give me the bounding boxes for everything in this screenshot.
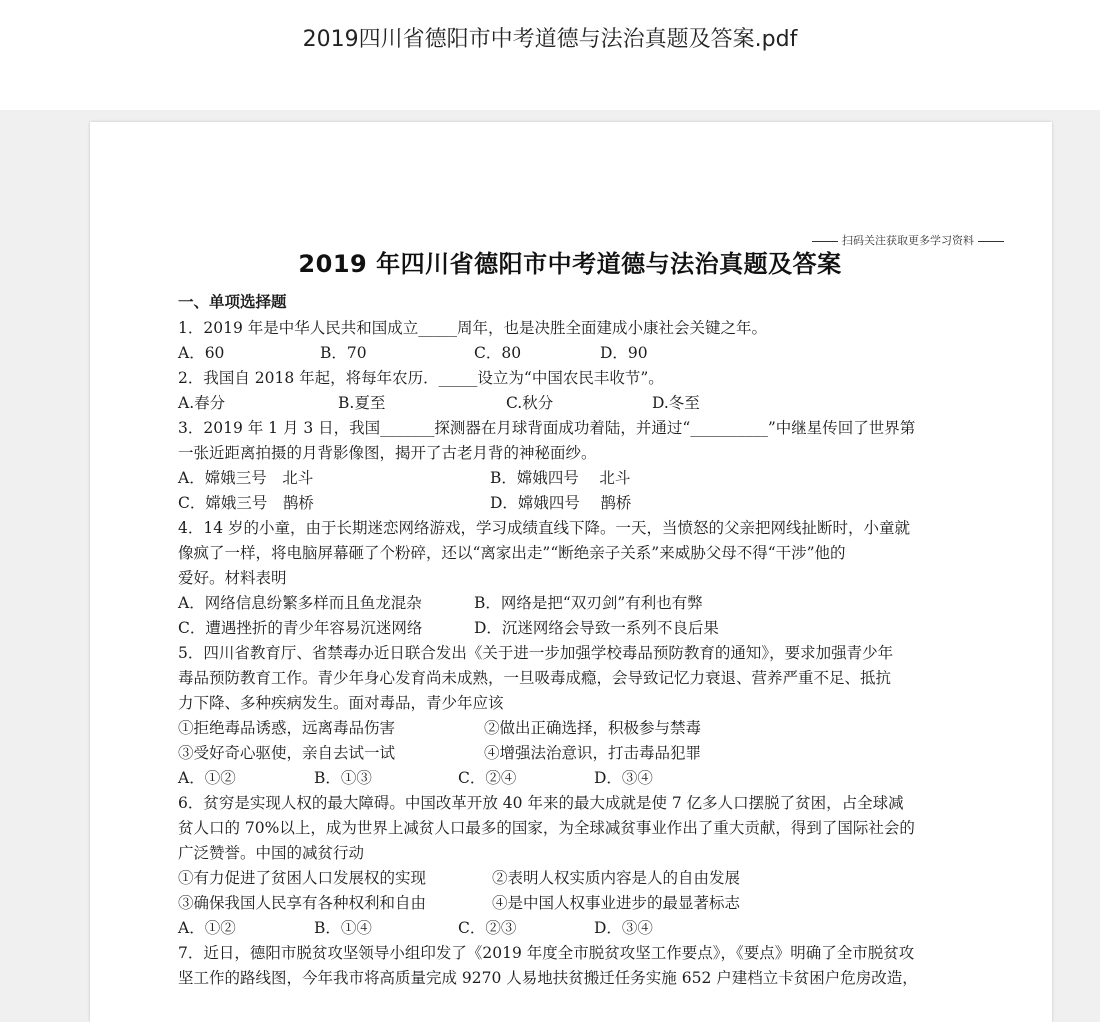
q6-option-c: C．②③ [458, 919, 517, 937]
q4-option-a: A．网络信息纷繁多样而且鱼龙混杂 [178, 594, 422, 612]
q7-stem-line2: 坚工作的路线图，今年我市将高质量完成 9270 人易地扶贫搬迁任务实施 652 户建档立卡贫困户危房改造， [178, 969, 918, 987]
q3-stem-line2: 一张近距离拍摄的月背影像图，揭开了古老月背的神秘面纱。 [178, 444, 597, 462]
q3-option-d: D．嫦娥四号 鹊桥 [490, 494, 632, 512]
q5-stem-line2: 毒品预防教育工作。青少年身心发育尚未成熟，一旦吸毒成瘾，会导致记忆力衰退、营养严重不足、抵抗 [178, 669, 892, 687]
q5-stem-line3: 力下降、多种疾病发生。面对毒品，青少年应该 [178, 694, 504, 712]
q1-option-b: B．70 [320, 344, 367, 362]
q1-stem: 1．2019 年是中华人民共和国成立_____周年，也是决胜全面建成小康社会关键之年。 [178, 319, 767, 337]
q2-option-c: C.秋分 [506, 394, 554, 412]
q5-option-d: D．③④ [594, 769, 653, 787]
banner-rule-left [812, 241, 838, 242]
q4-stem-line1: 4．14 岁的小童，由于长期迷恋网络游戏，学习成绩直线下降。一天，当愤怒的父亲把网线扯断时，小童就 [178, 519, 911, 537]
q1-option-a: A．60 [178, 344, 225, 362]
q6-option-b: B．①④ [314, 919, 372, 937]
section-heading: 一、单项选择题 [178, 293, 287, 311]
q6-stem-line3: 广泛赞誉。中国的减贫行动 [178, 844, 365, 862]
q3-option-c: C．嫦娥三号 鹊桥 [178, 494, 314, 512]
q4-stem-line2: 像疯了一样，将电脑屏幕砸了个粉碎，还以“离家出走”“断绝亲子关系”来威胁父母不得“干涉”他的 [178, 544, 846, 562]
q6-stem-line2: 贫人口的 70%以上，成为世界上减贫人口最多的国家，为全球减贫事业作出了重大贡献，得到了国际社会的 [178, 819, 915, 837]
q6-statement-4: ④是中国人权事业进步的最显著标志 [492, 894, 741, 912]
q5-statement-4: ④增强法治意识，打击毒品犯罪 [484, 744, 702, 762]
q6-statement-3: ③确保我国人民享有各种权利和自由 [178, 894, 427, 912]
q2-option-d: D.冬至 [652, 394, 700, 412]
q3-stem-line1: 3．2019 年 1 月 3 日，我国_______探测器在月球背面成功着陆，并通过“__________”中继星传回了世界第 [178, 419, 916, 437]
q4-option-c: C．遭遇挫折的青少年容易沉迷网络 [178, 619, 423, 637]
banner-rule-right [978, 241, 1004, 242]
q6-statement-2: ②表明人权实质内容是人的自由发展 [492, 869, 741, 887]
file-title: 2019四川省德阳市中考道德与法治真题及答案.pdf [302, 27, 798, 52]
q4-option-b: B．网络是把“双刃剑”有利也有弊 [474, 594, 703, 612]
q3-option-a: A．嫦娥三号 北斗 [178, 469, 314, 487]
q6-option-d: D．③④ [594, 919, 653, 937]
q7-stem-line1: 7．近日，德阳市脱贫攻坚领导小组印发了《2019 年度全市脱贫攻坚工作要点》，《要点》明确了全市脱贫攻 [178, 944, 915, 962]
q5-option-c: C．②④ [458, 769, 517, 787]
q4-stem-line3: 爱好。材料表明 [178, 569, 287, 587]
q2-option-b: B.夏至 [338, 394, 386, 412]
q5-statement-2: ②做出正确选择，积极参与禁毒 [484, 719, 702, 737]
q2-stem: 2．我国自 2018 年起，将每年农历．_____设立为“中国农民丰收节”。 [178, 369, 664, 387]
q3-option-b: B．嫦娥四号 北斗 [490, 469, 631, 487]
q2-option-a: A.春分 [178, 394, 226, 412]
q5-statement-3: ③受好奇心驱使，亲自去试一试 [178, 744, 396, 762]
q5-option-b: B．①③ [314, 769, 372, 787]
q4-option-d: D．沉迷网络会导致一系列不良后果 [474, 619, 719, 637]
q6-stem-line1: 6．贫穷是实现人权的最大障碍。中国改革开放 40 年来的最大成就是使 7 亿多人口摆脱了贫困，占全球减 [178, 794, 904, 812]
q1-option-c: C．80 [474, 344, 522, 362]
q5-option-a: A．①② [178, 769, 236, 787]
q5-stem-line1: 5．四川省教育厅、省禁毒办近日联合发出《关于进一步加强学校毒品预防教育的通知》，要求加强青少年 [178, 644, 894, 662]
banner-text: 扫码关注获取更多学习资料 [842, 234, 974, 247]
title-bar [0, 0, 1100, 110]
q5-statement-1: ①拒绝毒品诱惑，远离毒品伤害 [178, 719, 396, 737]
q6-option-a: A．①② [178, 919, 236, 937]
q6-statement-1: ①有力促进了贫困人口发展权的实现 [178, 869, 427, 887]
document-title: 2019 年四川省德阳市中考道德与法治真题及答案 [298, 250, 842, 278]
q1-option-d: D．90 [600, 344, 648, 362]
